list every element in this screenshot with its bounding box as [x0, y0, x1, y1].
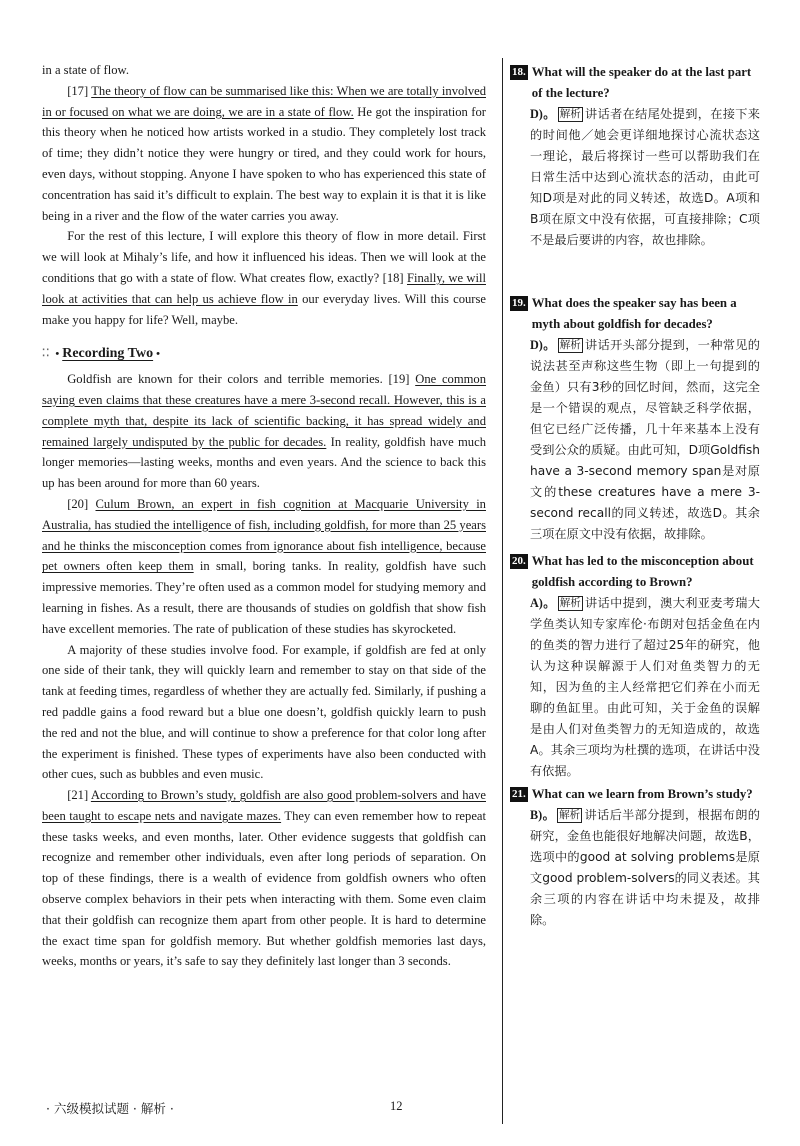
- marker-21: [21]: [67, 788, 89, 803]
- text-18: our everyday lives. Will this course make you happy for life? Well, maybe.: [42, 291, 486, 327]
- heading-bullet-left: •: [55, 348, 60, 361]
- paragraph-19: [42, 369, 486, 494]
- analysis-tag: 解析: [559, 809, 581, 821]
- paragraph-18: [42, 226, 486, 330]
- heading-text: Recording Two: [62, 346, 154, 362]
- explanation: 讲话开头部分提到，一种常见的说法甚至声称这些生物（即上一句提到的金鱼）只有3秒的回忆时间，然而，这完全是一个错误的观点，尽管缺乏科学依据，但它已经广泛传播，几十年来基本上没有受到公众的质疑。由此可知，D项Goldfish have a 3-second memory span是对原文的these creatures have a mere 3-second recall的同义转述，故选D。其余三项在原文中没有依据，故排除。: [530, 338, 760, 541]
- question-text: What can we learn from Brown’s study?: [531, 787, 753, 801]
- heading-dots: ⁚⁚: [42, 348, 51, 360]
- paragraph-20: [42, 494, 486, 640]
- question-18: [510, 62, 760, 251]
- spacer: [510, 251, 760, 293]
- text-17: He got the inspiration for this theory when he noticed how artists worked in a studio. They completely lost track of time; they didn’t notice they were hungry or tired, and they could work for hours, even days, without stopping. Anyone I have spoken to who has experienced this state of concentration has said it’s difficult to explain. The best way to explain it is that it is like being in a river and the flow of the water carries you away.: [42, 104, 486, 223]
- footer-label: · 六级模拟试题 · 解析 ·: [46, 1101, 174, 1116]
- paragraph-21: [42, 785, 486, 972]
- question-20-stem: [510, 551, 760, 593]
- column-divider: [502, 58, 503, 1124]
- question-text: What has led to the misconception about goldfish according to Brown?: [531, 554, 754, 589]
- question-19-analysis: [510, 335, 760, 545]
- recording-two-heading: [42, 344, 486, 365]
- text-19-lead: Goldfish are known for their colors and terrible memories.: [67, 372, 383, 387]
- answer: B)。: [530, 808, 556, 822]
- text-21: They can even remember how to repeat these tasks weeks, and even months, later. Other evidence suggests that goldfish can recognize and remember other individuals, even after long periods of separation. On top of these findings, there is a wealth of evidence from goldfish owners who often observe complex behaviors in their pets when interacting with them. Some even claim that their goldfish can recognize them apart from other people. It is hard to determine the exact time span for goldfish memory. But whether goldfish memories last days, weeks, months or years, it’s safe to say they definitely last longer than 3 seconds.: [42, 808, 486, 969]
- underlined-17: The theory of flow can be summarised like this: When we are totally involved in or focused on what we are doing, we are in a state of flow.: [42, 83, 486, 119]
- question-21-analysis: [510, 805, 760, 931]
- text-20: in small, boring tanks. In reality, goldfish have such impressive memories. They’re often used as a common model for studying memory and learning in fishes. As a result, there are thousands of studies on goldfish that show fish have excellent memories. The rate of publication of these studies has skyrocketed.: [42, 559, 486, 636]
- question-19-stem: [510, 293, 760, 335]
- question-20-analysis: [510, 593, 760, 782]
- underlined-18: Finally, we will look at activities that can help us achieve flow in: [42, 270, 486, 306]
- analysis-tag: 解析: [559, 339, 581, 351]
- page-footer: [42, 1099, 762, 1119]
- question-number: 21.: [512, 788, 526, 800]
- question-21-stem: [510, 784, 760, 805]
- transcript-column: [42, 60, 486, 972]
- question-text: What will the speaker do at the last part of the lecture?: [531, 65, 752, 100]
- analysis-tag: 解析: [559, 108, 581, 120]
- marker-19: [19]: [388, 372, 410, 387]
- text-18-lead: For the rest of this lecture, I will explore this theory of flow in more detail. First we will look at Mihaly’s life, and how it influenced his ideas. Then we will look at the conditions that go with a state of flow. What creates flow, exactly?: [42, 229, 486, 285]
- underlined-19: One common saying even claims that these creatures have a mere 3-second recall. However, this is a complete myth that, despite its lack of scientific backing, it has spread widely and remained largely undisputed by the public for decades.: [42, 372, 487, 449]
- question-18-analysis: [510, 104, 760, 251]
- underlined-20: Culum Brown, an expert in fish cognition at Macquarie University in Australia, has studied the intelligence of fish, including goldfish, for more than 25 years and he thinks the misconception comes from ignorance about fish intelligence, because pet owners often keep them: [42, 496, 486, 574]
- answer: D)。: [530, 107, 556, 121]
- marker-18: [18]: [382, 270, 404, 285]
- marker-20: [20]: [67, 496, 89, 511]
- marker-17: [17]: [67, 83, 89, 98]
- heading-bullet-right: •: [156, 348, 160, 361]
- paragraph-17: [42, 81, 486, 227]
- question-21: [510, 784, 760, 931]
- text-19: In reality, goldfish have much longer memories—lasting weeks, months and even years. And the science to back this up has been around for more than 60 years.: [42, 434, 486, 491]
- question-number: 19.: [512, 297, 526, 309]
- question-number: 20.: [512, 555, 526, 567]
- question-number: 18.: [512, 66, 526, 78]
- analysis-tag: 解析: [559, 597, 581, 609]
- question-18-stem: [510, 62, 760, 104]
- question-20: [510, 551, 760, 782]
- page-number: 12: [390, 1099, 403, 1113]
- question-19: [510, 293, 760, 545]
- underlined-21: According to Brown’s study, goldfish are also good problem-solvers and have been taught to escape nets and navigate mazes.: [42, 788, 486, 823]
- explanation: 讲话中提到，澳大利亚麦考瑞大学鱼类认知专家库伦·布朗对包括金鱼在内的鱼类的智力进行了超过25年的研究，他认为这种误解源于人们对鱼类智力的无知，因为鱼的主人经常把它们养在小而无聊的鱼缸里。由此可知，关于金鱼的误解是由人们对鱼类智力的无知造成的，故选A。其余三项均为杜撰的选项，在讲话中没有依据。: [530, 596, 760, 778]
- paragraph-continuation: in a state of flow.: [42, 63, 129, 77]
- explanation: 讲话后半部分提到，根据布朗的研究，金鱼也能很好地解决问题，故选B，选项中的good at solving problems是原文good problem-solvers的同义表述。其余三项的内容在讲话中均未提及，故排除。: [530, 808, 760, 927]
- analysis-column: [510, 62, 760, 931]
- answer: D)。: [530, 338, 556, 352]
- explanation: 讲话者在结尾处提到，在接下来的时间他／她会更详细地探讨心流状态这一理论，最后将探讨一些可以帮助我们在日常生活中达到心流状态的活动，由此可知D项是对此的同义转述，故选D。A项和B项在原文中没有依据，可直接排除；C项不是最后要讲的内容，故也排除。: [530, 107, 760, 247]
- answer: A)。: [530, 596, 556, 610]
- question-text: What does the speaker say has been a myth about goldfish for decades?: [531, 296, 737, 331]
- paragraph-food-studies: A majority of these studies involve food. For example, if goldfish are fed at only one side of their tank, they will quickly learn and remember to stay on that side of the tank at feeding times, regardless of whether they are actually fed. Similarly, if pushing a red paddle gains a food reward but a blue one doesn’t, goldfish quickly learn to push the red and not the blue, and will continue to show a preference for that color long after the experiment is finished. These types of experiments have also been conducted with other cues, such as bubbles and even music.: [42, 642, 486, 782]
